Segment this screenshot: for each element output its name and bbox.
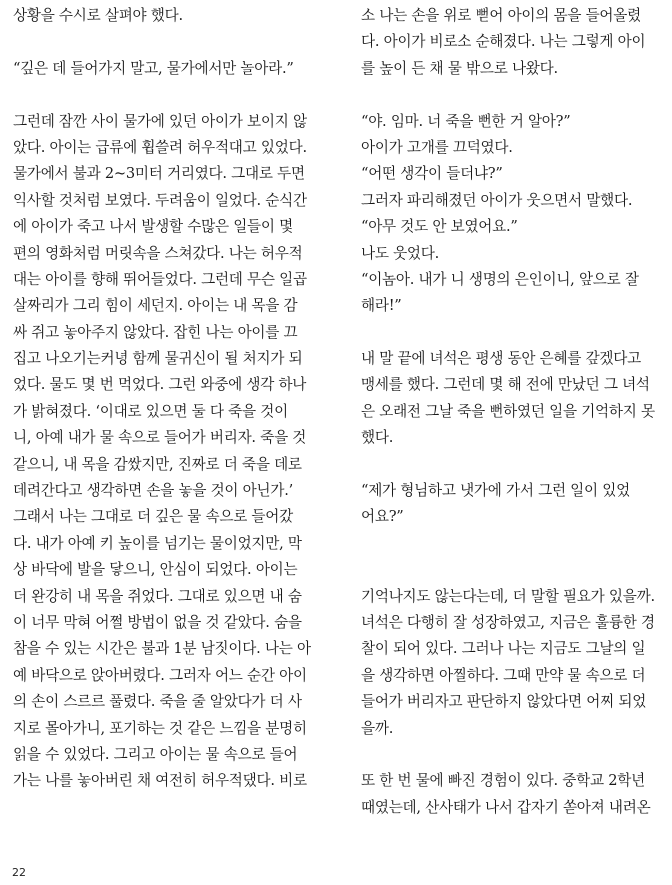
text-line: 해라!” — [361, 297, 402, 315]
paragraph-gap — [361, 531, 659, 557]
text-line: 을까. — [361, 719, 394, 737]
text-line: “이놈아. 내가 니 생명의 은인이니, 앞으로 잘 — [361, 270, 639, 288]
paragraph-gap — [361, 82, 659, 108]
text-line: 소 나는 손을 위로 뻗어 아이의 몸을 들어올렸 — [361, 7, 641, 24]
text-line: 에 아이가 죽고 나서 발생할 수많은 일들이 몇 — [13, 218, 293, 236]
text-line: 물가에서 불과 2~3미터 거리였다. 그대로 두면 — [13, 165, 305, 183]
text-line: 아이가 고개를 끄덕였다. — [361, 138, 513, 156]
text-line: 가 밝혀졌다. ‘이대로 있으면 둘 다 죽을 것이 — [13, 402, 288, 420]
text-line: 내 말 끝에 녀석은 평생 동안 은혜를 갚겠다고 — [361, 350, 641, 368]
text-line: 나도 웃었다. — [361, 244, 440, 262]
text-line: 또 한 번 물에 빠진 경험이 있다. 중학교 2학년 — [361, 772, 645, 790]
text-line: 다. 아이가 비로소 순해졌다. 나는 그렇게 아이 — [361, 33, 646, 51]
text-line: 읽을 수 있었다. 그리고 아이는 물 속으로 들어 — [13, 745, 298, 763]
text-line: 의 손이 스르르 풀렸다. 죽을 줄 알았다가 더 사 — [13, 693, 302, 711]
paragraph-gap — [361, 557, 659, 583]
text-line: 참을 수 있는 시간은 불과 1분 남짓이다. 나는 아 — [13, 640, 311, 658]
text-line: 살짜리가 그리 힘이 세던지. 아이는 내 목을 감 — [13, 297, 298, 315]
text-line: 았다. 아이는 급류에 휩쓸려 허우적대고 있었다. — [13, 138, 307, 156]
text-line: 를 높이 든 채 물 밖으로 나왔다. — [361, 59, 558, 77]
text-line: 그러자 파리해졌던 아이가 웃으면서 말했다. — [361, 191, 633, 209]
text-line: 상 바닥에 발을 닿으니, 안심이 되었다. 아이는 — [13, 561, 298, 579]
paragraph-gap — [361, 320, 659, 346]
text-line: 찰이 되어 있다. 그러나 나는 지금도 그날의 일 — [361, 640, 646, 658]
text-line: 들어가 버리자고 판단하지 않았다면 어찌 되었 — [361, 693, 647, 711]
paragraph-gap — [13, 82, 313, 108]
text-line: 했다. — [361, 429, 394, 447]
text-line: 니, 아예 내가 물 속으로 들어가 버리자. 죽을 것 — [13, 429, 307, 447]
right-text-column — [361, 3, 659, 821]
text-line: 맹세를 했다. 그런데 몇 해 전에 만났던 그 녀석 — [361, 376, 650, 394]
text-line: 그래서 나는 그대로 더 깊은 물 속으로 들어갔 — [13, 508, 293, 526]
text-line: 더 완강히 내 목을 쥐었다. 그대로 있으면 내 숨 — [13, 587, 302, 605]
text-line: 대는 아이를 향해 뛰어들었다. 그런데 무슨 일곱 — [13, 270, 307, 288]
text-line: “제가 형님하고 냇가에 가서 그런 일이 있었 — [361, 482, 630, 500]
text-line: 익사할 것처럼 보였다. 두려움이 일었다. 순식간 — [13, 191, 307, 209]
text-line: 이 너무 막혀 어쩔 방법이 없을 것 같았다. 숨을 — [13, 613, 302, 631]
text-line: 다. 내가 아예 키 높이를 넘기는 물이었지만, 막 — [13, 534, 302, 552]
text-line: 그런데 잠깐 사이 물가에 있던 아이가 보이지 않 — [13, 112, 307, 130]
text-line: 기억나지도 않는다는데, 더 말할 필요가 있을까. — [361, 587, 655, 605]
text-line: “깊은 데 들어가지 말고, 물가에서만 놀아라.” — [13, 59, 294, 77]
text-line: 싸 쥐고 놓아주지 않았다. 잡힌 나는 아이를 끄 — [13, 323, 298, 341]
text-line: 상황을 수시로 살펴야 했다. — [13, 7, 183, 24]
text-line: 집고 나오기는커녕 함께 물귀신이 될 처지가 되 — [13, 350, 303, 368]
text-line: 어요?” — [361, 508, 404, 526]
text-line: “아무 것도 안 보였어요.” — [361, 218, 518, 236]
paragraph-gap — [13, 29, 313, 55]
paragraph-gap — [361, 742, 659, 768]
text-line: 은 오래전 그날 죽을 뻔하였던 일을 기억하지 못 — [361, 402, 655, 420]
text-line: 지로 몰아가니, 포기하는 것 같은 느낌을 분명히 — [13, 719, 307, 737]
page-number: 22 — [12, 866, 26, 879]
text-line: 때였는데, 산사태가 나서 갑자기 쏟아져 내려온 — [361, 798, 651, 816]
text-line: 었다. 물도 몇 번 먹었다. 그런 와중에 생각 하나 — [13, 376, 307, 394]
text-line: 녀석은 다행히 잘 성장하였고, 지금은 훌륭한 경 — [361, 613, 655, 631]
text-line: 데려간다고 생각하면 손을 놓을 것이 아닌가.’ — [13, 482, 293, 500]
text-line: 가는 나를 놓아버린 채 여전히 허우적댔다. 비로 — [13, 772, 307, 790]
paragraph-gap — [361, 452, 659, 478]
text-line: 편의 영화처럼 머릿속을 스쳐갔다. 나는 허우적 — [13, 244, 303, 262]
text-line: “어떤 생각이 들더냐?” — [361, 165, 503, 183]
text-line: 을 생각하면 아찔하다. 그때 만약 물 속으로 더 — [361, 666, 646, 684]
left-text-column — [13, 3, 313, 795]
text-line: 예 바닥으로 앉아버렸다. 그러자 어느 순간 아이 — [13, 666, 307, 684]
text-line: 같으니, 내 목을 감쌌지만, 진짜로 더 죽을 데로 — [13, 455, 302, 473]
text-line: “야. 임마. 너 죽을 뻔한 거 알아?” — [361, 112, 571, 130]
